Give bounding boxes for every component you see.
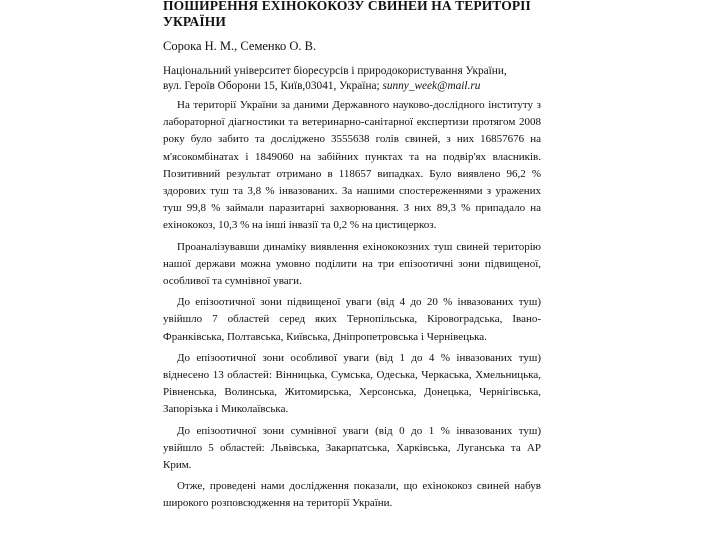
paper-body — [163, 97, 541, 517]
body-paragraph-1: На території України за даними Державного науково-дослідного інституту з лабораторної діагностики та ветеринарно-санітарної експертизи протягом 2008 року було забито та досліджено 3555638 голів свиней, з них 16857676 на м'ясокомбінатах і 1849060 на забійних пунктах та на подвір'ях власників. Позитивний результат отримано в 118657 випадках. Було виявлено 96,2 % здорових туш та 3,8 % інвазованих. За нашими спостереженнями з уражених туш 99,8 % займали паразитарні захворювання. З них 89,3 % припадало на ехінококоз, 10,3 % на інші інвазії та 0,2 % на цистицеркоз. — [163, 99, 541, 232]
body-paragraph-6: Отже, проведені нами дослідження показали, що ехінококоз свиней набув широкого розповсюдження на території України. — [163, 480, 541, 510]
body-paragraph-5: До епізоотичної зони сумнівної уваги (від 0 до 1 % інвазованих туш) увійшло 5 областей: Львівська, Закарпатська, Харківська, Луганська та АР Крим. — [163, 424, 541, 472]
paper-authors: Сорока Н. М., Семенко О. В. — [163, 39, 317, 53]
paper-title: ПОШИРЕННЯ ЕХІНОКОКОЗУ СВИНЕЙ НА ТЕРИТОРІЇ УКРАЇНИ — [163, 0, 531, 29]
paper-affiliation — [163, 64, 563, 94]
affiliation-address: вул. Героїв Оборони 15, Київ,03041, Україна; — [163, 80, 380, 92]
body-paragraph-2: Проаналізувавши динаміку виявлення ехінококозних туш свиней територію нашої держави можна умовно поділити на три епізоотичні зони підвищеної, особливої та сумнівної уваги. — [163, 240, 541, 288]
affiliation-line-2 — [163, 79, 563, 94]
body-paragraph-4: До епізоотичної зони особливої уваги (від 1 до 4 % інвазованих туш) віднесено 13 областей: Вінницька, Сумська, Одеська, Черкаська, Хмельницька, Рівненська, Волинська, Житомирська, Херсонська, Донецька, Чернігівська, Запорізька і Миколаївська. — [163, 351, 541, 416]
affiliation-email[interactable]: sunny_week@mail.ru — [382, 80, 481, 92]
body-paragraph-3: До епізоотичної зони підвищеної уваги (від 4 до 20 % інвазованих туш) увійшло 7 областей серед яких Тернопільська, Кіровоградська, Івано-Франківська, Полтавська, Київська, Дніпропетровська і Чернівецька. — [163, 296, 541, 343]
affiliation-line-1: Національний університет біоресурсів і природокористування України, — [163, 65, 507, 77]
